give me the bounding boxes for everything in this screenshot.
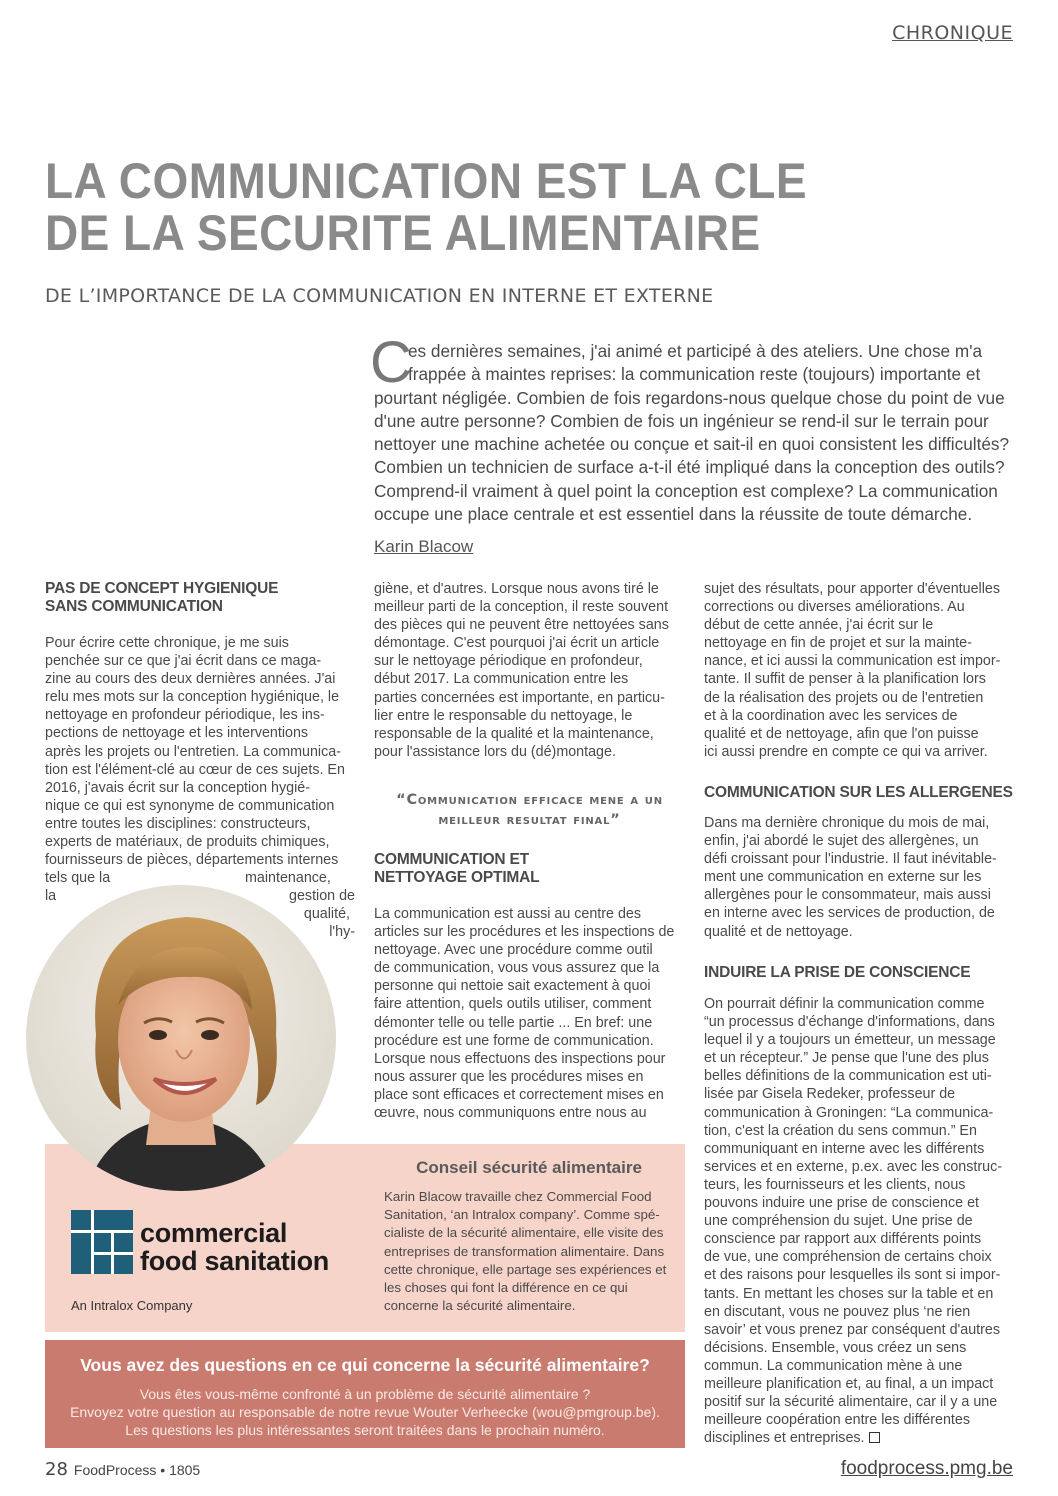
author-byline: Karin Blacow xyxy=(374,537,474,556)
text-line: après les projets ou l'entretien. La communica- xyxy=(45,743,341,760)
text-line: conscience par rapport aux différents points xyxy=(704,1231,982,1248)
text-line: place sont efficaces et correctement mises en xyxy=(374,1086,664,1103)
text-line: Vous êtes vous-même confronté à un problème de sécurité alimentaire ? xyxy=(139,1386,591,1402)
text-line: meilleure coopération entre les différentes xyxy=(704,1412,970,1429)
intro-line: occupe une place centrale et est essentiel dans la réussite de toute démarche. xyxy=(374,504,973,525)
text-line: tants. En mettant les choses sur la table et en xyxy=(704,1285,994,1302)
title-line-1: LA COMMUNICATION EST LA CLE xyxy=(45,153,807,209)
intro-line: Comprend-il vraiment à quel point la conception est complexe? La communication xyxy=(374,480,998,501)
text-line: décisions. Ensemble, vous créez un sens xyxy=(704,1339,967,1356)
sidebar-text xyxy=(384,1188,674,1315)
text-fragment: disciplines et entreprises. xyxy=(704,1430,865,1447)
text-line: meilleure planification et, au final, a un impact xyxy=(704,1375,994,1392)
logo-line: food sanitation xyxy=(140,1246,329,1276)
text-line: pour l'assistance lors du (dé)montage. xyxy=(374,743,616,760)
column-3-text xyxy=(704,580,1013,761)
text-line: faire attention, quels outils utiliser, comment xyxy=(374,996,652,1013)
text-line: en interne avec les services de production, de xyxy=(704,905,995,922)
text-line: des pièces qui ne peuvent être nettoyées sans xyxy=(374,617,669,634)
text-line: nique ce qui est synonyme de communication xyxy=(45,797,335,814)
text-line: La communication est aussi au centre des xyxy=(374,906,642,922)
intro-line: frappée à maintes reprises: la communication reste (toujours) importante et xyxy=(408,364,981,385)
column-2-text xyxy=(374,580,685,761)
intro-paragraph xyxy=(370,330,1014,526)
text-line: lisée par Gisela Redeker, professeur de xyxy=(704,1086,956,1103)
text-line: Lorsque nous effectuons des inspections pour xyxy=(374,1050,666,1067)
text-line: responsable de la qualité et la maintenance, xyxy=(374,725,654,742)
text-line: allergènes pour le consommateur, mais aussi xyxy=(704,887,991,904)
text-line: meilleur parti de la conception, il reste souvent xyxy=(374,599,669,616)
text-line: communiquant en interne avec les différents xyxy=(704,1140,985,1157)
author-portrait xyxy=(26,885,336,1191)
intro-line: pourtant négligée. Combien de fois regardons-nous quelque chose du point de vue xyxy=(374,387,1005,408)
text-line: services et en externe, p.ex. avec les construc- xyxy=(704,1158,1002,1175)
section-heading xyxy=(374,851,685,887)
text-fragment: qualité, xyxy=(303,906,350,923)
heading-line: COMMUNICATION ET xyxy=(374,851,529,868)
text-line: nous assurer que les procédures mises en xyxy=(374,1068,644,1085)
text-line: personne qui nettoie sait exactement à quoi xyxy=(374,978,651,995)
text-line: pections de nettoyage et les interventions xyxy=(45,725,309,742)
pull-quote-line: “Communication efficace mene a un xyxy=(396,792,663,808)
logo-tagline: An Intralox Company xyxy=(71,1298,193,1313)
text-line: début 2017. La communication entre les xyxy=(374,671,629,688)
text-line: en discutant, vous ne pouvez plus ‘ne rien xyxy=(704,1303,971,1320)
text-line: enfin, j'ai abordé le sujet des allergènes, un xyxy=(704,833,979,850)
questions-heading: Vous avez des questions en ce qui concerne la sécurité alimentaire? xyxy=(80,1355,650,1375)
text-line: teurs, les fournisseurs et les clients, nous xyxy=(704,1176,966,1193)
text-line: nettoyage. Avec une procédure comme outil xyxy=(374,942,653,959)
text-line: zine au cours des deux dernières années. J'ai xyxy=(45,671,336,688)
section-label: CHRONIQUE xyxy=(892,22,1013,44)
title-line-2: DE LA SECURITE ALIMENTAIRE xyxy=(45,205,761,261)
text-line: entreprises de transformation alimentaire. Dans xyxy=(384,1243,665,1259)
text-line: relu mes mots sur la conception hygiénique, le xyxy=(45,689,340,706)
text-line: experts de matériaux, de produits chimiques, xyxy=(45,834,330,851)
sidebar-heading: Conseil sécurité alimentaire xyxy=(416,1158,642,1177)
text-line: tion, c'est la création du sens commun.” En xyxy=(704,1122,977,1139)
text-line: une compréhension du sujet. Une prise de xyxy=(704,1213,973,1230)
text-line: Karin Blacow travaille chez Commercial Food xyxy=(384,1189,652,1204)
text-line: corrections ou diverses améliorations. Au xyxy=(704,599,965,616)
page-footer xyxy=(45,1459,200,1480)
text-line: penchée sur ce que j'ai écrit dans ce maga- xyxy=(45,653,322,670)
text-fragment: la xyxy=(45,888,57,905)
publication-name: FoodProcess • 1805 xyxy=(73,1462,201,1478)
text-line: lier entre le responsable du nettoyage, le xyxy=(374,707,633,724)
pull-quote xyxy=(374,790,685,830)
text-line: nance, et ici aussi la communication est impor- xyxy=(704,653,1001,670)
text-line: fournisseurs de pièces, départements internes xyxy=(45,852,339,869)
text-line: cialiste de la sécurité alimentaire, elle visite des xyxy=(384,1225,664,1241)
text-line: Dans ma dernière chronique du mois de mai, xyxy=(704,815,990,831)
intro-line: nettoyer une machine achetée ou conçue et sait-il en quoi consistent les difficultés? xyxy=(374,434,1010,455)
heading-line: SANS COMMUNICATION xyxy=(45,598,223,615)
section-heading: INDUIRE LA PRISE DE CONSCIENCE xyxy=(704,964,971,981)
text-line: Les questions les plus intéressantes seront traitées dans le prochain numéro. xyxy=(125,1422,605,1438)
pull-quote-line: meilleur resultat final” xyxy=(438,812,621,828)
text-line: les choses qui font la différence en ce qui xyxy=(384,1280,628,1296)
text-line: sujet des résultats, pour apporter d'éventuelles xyxy=(704,581,1000,597)
questions-text xyxy=(45,1385,685,1439)
text-line: On pourrait définir la communication comme xyxy=(704,996,985,1012)
text-line: pouvons induire une prise de conscience et xyxy=(704,1195,979,1212)
text-line: articles sur les procédures et les inspections de xyxy=(374,924,675,941)
text-fragment: l'hy- xyxy=(329,924,355,941)
section-heading xyxy=(45,580,355,616)
text-line: lequel il y a toujours un émetteur, un message xyxy=(704,1032,996,1049)
text-line: de vue, une compréhension de certains choix xyxy=(704,1249,992,1266)
text-line: nettoyage en fin de projet et sur la mainte- xyxy=(704,635,972,652)
text-line: belles définitions de la communication est uti- xyxy=(704,1068,992,1085)
heading-line: NETTOYAGE OPTIMAL xyxy=(374,869,540,886)
text-line: nettoyage en profondeur périodique, les ins- xyxy=(45,707,325,724)
text-line: ici aussi prendre en compte ce qui va arriver. xyxy=(704,743,988,760)
text-line: ment une communication en externe sur les xyxy=(704,869,982,886)
text-line: qualité et de nettoyage. xyxy=(704,923,853,940)
intro-line: Combien un technicien de surface a-t-il été impliqué dans la conception des outils? xyxy=(374,457,1005,478)
text-line: Sanitation, ‘an Intralox company’. Comme spé- xyxy=(384,1207,660,1223)
text-line: qualité et de nettoyage, afin que l'on puisse xyxy=(704,725,979,742)
text-fragment: gestion de xyxy=(289,888,355,905)
text-line: de communication, vous vous assurez que la xyxy=(374,960,660,977)
text-line: communication à Groningen: “La communica- xyxy=(704,1104,994,1121)
text-line: “un processus d'échange d'informations, dans xyxy=(704,1014,995,1031)
text-line: Envoyez votre question au responsable de notre revue Wouter Verheecke (wou@pmgroup.be). xyxy=(70,1404,660,1420)
text-line: début de cette année, j'ai écrit sur le xyxy=(704,617,934,634)
text-line: parties concernées est importante, en particu- xyxy=(374,689,665,706)
text-line: commun. La communication mène à une xyxy=(704,1357,963,1374)
text-line: concerne la sécurité alimentaire. xyxy=(384,1298,576,1314)
text-line: Pour écrire cette chronique, je me suis xyxy=(45,635,289,651)
column-3-text-mid xyxy=(704,814,1013,941)
text-fragment: tels que la xyxy=(45,870,111,887)
page-number: 28 xyxy=(45,1459,68,1480)
article-title xyxy=(45,155,873,259)
logo-line: commercial xyxy=(140,1218,288,1248)
text-line: œuvre, nous communiquons entre nous au xyxy=(374,1105,647,1122)
text-line: positif sur la sécurité alimentaire, car il y a une xyxy=(704,1394,998,1411)
text-line xyxy=(45,869,355,887)
intro-line: es dernières semaines, j'ai animé et participé à des ateliers. Une chose m'a xyxy=(408,341,983,361)
column-3-text-bottom xyxy=(704,995,1013,1447)
cfs-logo-icon xyxy=(71,1210,133,1274)
text-line: entre toutes les disciplines: constructeurs, xyxy=(45,815,311,832)
text-line: cette chronique, elle partage ses expériences et xyxy=(384,1261,667,1277)
website-link[interactable]: foodprocess.pmg.be xyxy=(840,1458,1013,1479)
text-line xyxy=(704,1429,1013,1447)
text-line: 2016, j'avais écrit sur la conception hygié- xyxy=(45,779,310,796)
text-line: et à la coordination avec les services de xyxy=(704,707,958,724)
text-line: de la réalisation des projets ou de l'entretien xyxy=(704,689,984,706)
text-line: démonter telle ou telle partie ... En bref: une xyxy=(374,1014,653,1031)
text-line: giène, et d'autres. Lorsque nous avons tiré le xyxy=(374,581,659,597)
text-line: tion est l'élément-clé au cœur de ces sujets. En xyxy=(45,761,345,778)
text-line: procédure est une forme de communication. xyxy=(374,1032,654,1049)
end-mark-icon xyxy=(869,1432,880,1443)
column-2-text-bottom xyxy=(374,905,685,1122)
text-line: démontage. C'est pourquoi j'ai écrit un article xyxy=(374,635,660,652)
text-line: et des raisons pour lesquelles ils sont si impor- xyxy=(704,1267,1001,1284)
logo-wordmark xyxy=(140,1219,329,1275)
text-line: défi croissant pour l'industrie. Il faut inévitable- xyxy=(704,851,997,868)
intro-line: d'une autre personne? Combien de fois un ingénieur se rend-il sur le terrain pour xyxy=(374,410,989,431)
text-line: tante. Il suffit de penser à la planification lors xyxy=(704,671,986,688)
heading-line: PAS DE CONCEPT HYGIENIQUE xyxy=(45,580,279,597)
text-fragment: maintenance, xyxy=(245,870,331,887)
article-subtitle: DE L’IMPORTANCE DE LA COMMUNICATION EN INTERNE ET EXTERNE xyxy=(45,285,714,307)
text-line: sur le nettoyage périodique en profondeur, xyxy=(374,653,643,670)
drop-cap: C xyxy=(370,330,412,395)
text-line: savoir’ et vous prenez par conséquent d'autres xyxy=(704,1321,1000,1338)
text-line: et un récepteur.” Je pense que l'une des plus xyxy=(704,1050,989,1067)
section-heading: COMMUNICATION SUR LES ALLERGENES xyxy=(704,784,1013,801)
